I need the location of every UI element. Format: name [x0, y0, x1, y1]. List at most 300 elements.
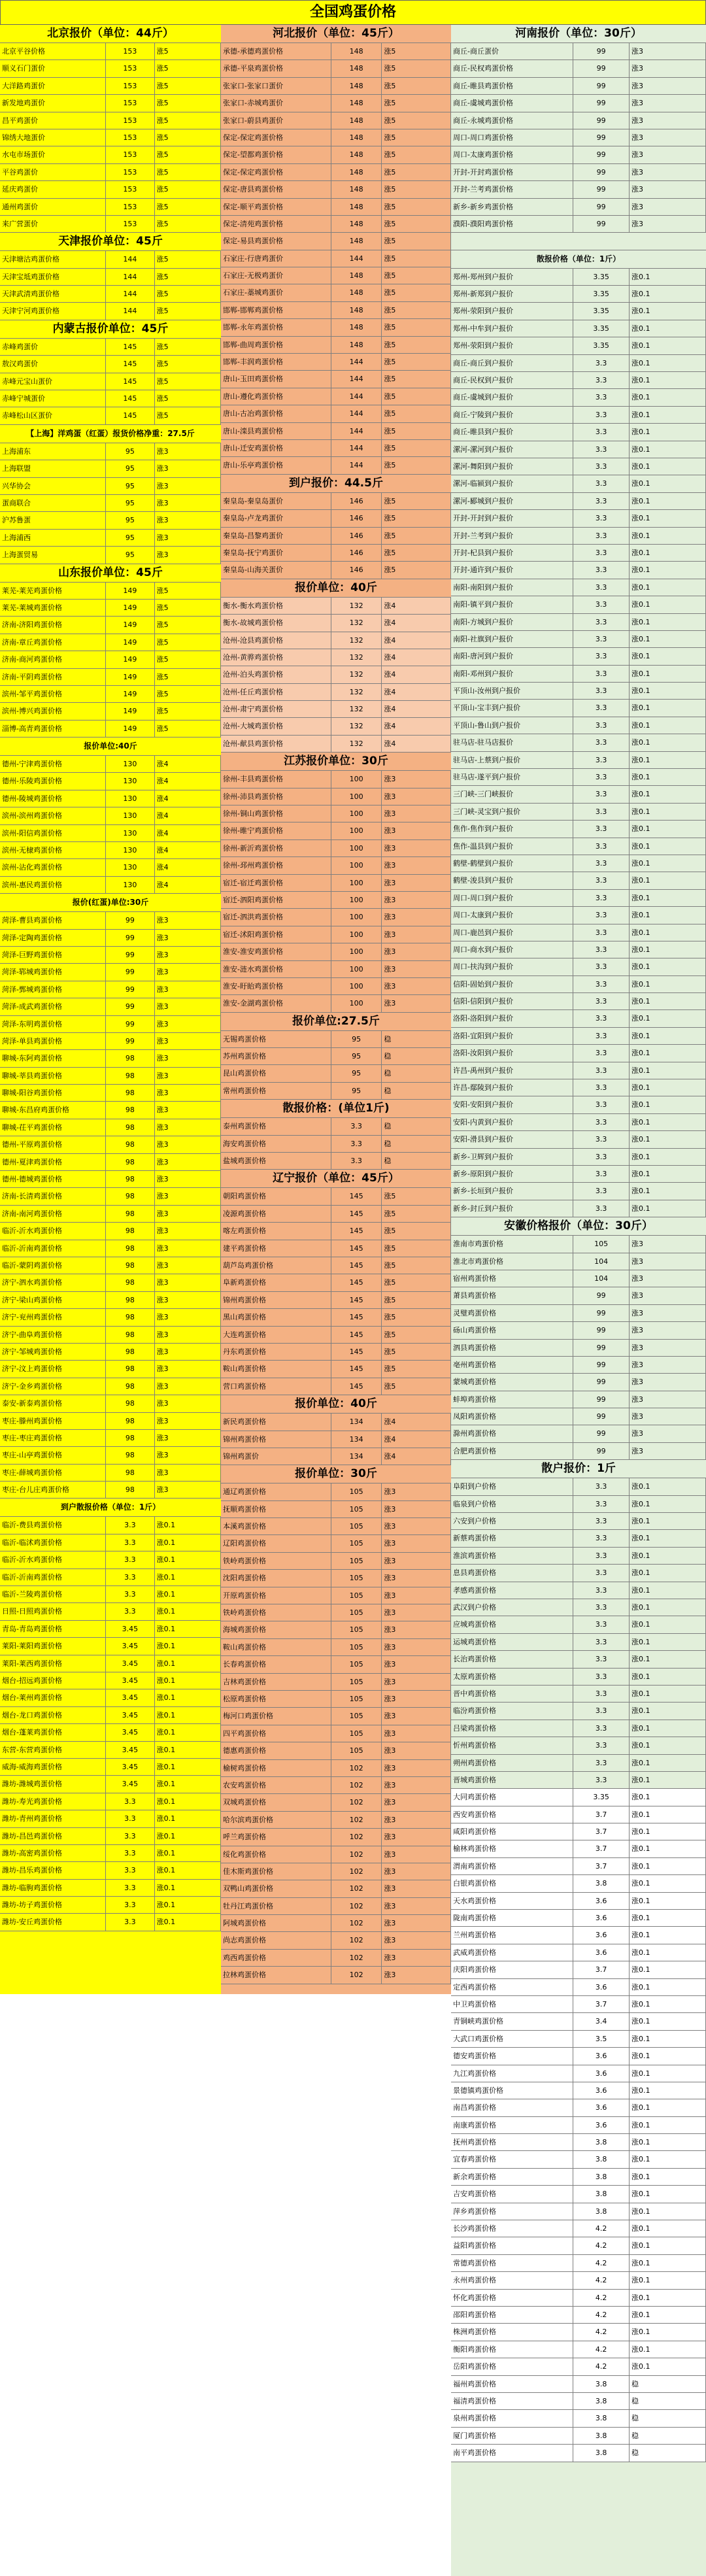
market-name: 本溪鸡蛋价格 [221, 1518, 331, 1534]
market-name: 六安到户价格 [451, 1513, 573, 1529]
table-row [221, 736, 451, 753]
price-value: 144 [106, 269, 154, 285]
change-value: 涨3 [155, 1309, 221, 1325]
change-value: 涨5 [382, 440, 451, 456]
section-header: 河北报价（单位：45斤） [221, 25, 451, 43]
change-value: 涨4 [382, 649, 451, 666]
change-value: 涨3 [382, 909, 451, 925]
price-value: 99 [573, 1408, 630, 1425]
price-value: 100 [331, 840, 382, 856]
market-name: 太原鸡蛋价格 [451, 1669, 573, 1685]
price-value: 102 [331, 1794, 382, 1810]
change-value: 涨0.1 [630, 907, 706, 923]
price-value: 144 [106, 303, 154, 319]
section-header: 内蒙古报价单位：45斤 [0, 320, 221, 339]
market-name: 焦作-焦作到户报价 [451, 821, 573, 837]
market-name: 黑山鸡蛋价格 [221, 1309, 331, 1325]
market-name: 赤峰松山区蛋价 [0, 407, 106, 424]
market-name: 漯河-郾城到户报价 [451, 493, 573, 509]
market-name: 聊城-阳谷鸡蛋价格 [0, 1085, 106, 1101]
change-value: 涨0.1 [630, 1806, 706, 1823]
table-row [0, 1240, 221, 1257]
market-name: 绥化鸡蛋价格 [221, 1846, 331, 1863]
table-row [221, 1553, 451, 1570]
change-value: 涨5 [382, 354, 451, 370]
price-value: 148 [331, 95, 382, 111]
price-value: 100 [331, 892, 382, 908]
table-row [0, 1171, 221, 1188]
price-value: 100 [331, 926, 382, 943]
market-name: 邯郸-曲周鸡蛋价格 [221, 337, 331, 353]
price-value: 145 [331, 1292, 382, 1308]
price-value: 146 [331, 510, 382, 526]
market-name: 滨州-惠民鸡蛋价格 [0, 877, 106, 893]
change-value: 涨0.1 [630, 890, 706, 906]
change-value: 涨0.1 [630, 683, 706, 699]
table-row [451, 804, 706, 821]
market-name: 息县鸡蛋价格 [451, 1565, 573, 1581]
table-row [0, 1430, 221, 1447]
change-value: 涨5 [382, 510, 451, 526]
market-name: 驻马店-遂平到户报价 [451, 769, 573, 785]
table-row [0, 129, 221, 146]
market-name: 新发地鸡蛋价 [0, 95, 106, 111]
market-name: 淮安-淮安鸡蛋价格 [221, 943, 331, 960]
price-value: 100 [331, 961, 382, 977]
table-row [221, 892, 451, 909]
change-value: 涨0.1 [630, 924, 706, 941]
change-value: 涨0.1 [155, 1603, 221, 1619]
market-name: 潍坊-临朐鸡蛋价格 [0, 1880, 106, 1896]
price-value: 134 [331, 1431, 382, 1448]
price-value: 98 [106, 1447, 154, 1463]
price-value: 99 [573, 1357, 630, 1373]
table-row [451, 475, 706, 492]
change-value: 涨0.1 [630, 1200, 706, 1217]
change-value: 涨0.1 [630, 1582, 706, 1599]
price-value: 130 [106, 790, 154, 807]
change-value: 涨3 [155, 964, 221, 980]
change-value: 涨0.1 [155, 1569, 221, 1585]
change-value: 涨0.1 [155, 1759, 221, 1775]
price-value: 3.3 [573, 1079, 630, 1096]
change-value: 涨0.1 [630, 1028, 706, 1044]
market-name: 济南-南河鸡蛋价格 [0, 1206, 106, 1222]
change-value: 涨0.1 [630, 1062, 706, 1079]
market-name: 凤阳鸡蛋价格 [451, 1408, 573, 1425]
change-value: 涨3 [630, 181, 706, 197]
table-row [0, 390, 221, 407]
change-value: 涨0.1 [155, 1914, 221, 1930]
price-value: 146 [331, 545, 382, 561]
price-value: 149 [106, 669, 154, 685]
section-header: 散户报价：1斤 [451, 1460, 706, 1478]
change-value: 涨0.1 [630, 1513, 706, 1529]
change-value: 涨5 [382, 164, 451, 180]
change-value: 涨0.1 [630, 717, 706, 734]
table-row [0, 164, 221, 181]
price-value: 98 [106, 1136, 154, 1153]
price-value: 148 [331, 181, 382, 197]
market-name: 邯郸-邯郸鸡蛋价格 [221, 302, 331, 318]
table-row [0, 877, 221, 894]
table-row [221, 805, 451, 822]
change-value: 涨0.1 [630, 510, 706, 526]
market-name: 枣庄-滕州鸡蛋价格 [0, 1413, 106, 1429]
change-value: 涨0.1 [630, 976, 706, 992]
change-value: 涨3 [155, 1465, 221, 1481]
table-row [451, 2169, 706, 2186]
market-name: 株洲鸡蛋价格 [451, 2324, 573, 2340]
change-value: 涨5 [382, 199, 451, 215]
price-value: 98 [106, 1154, 154, 1170]
market-name: 渭南鸡蛋价格 [451, 1858, 573, 1874]
change-value: 涨0.1 [630, 1616, 706, 1633]
table-row [0, 1188, 221, 1205]
market-name: 忻州鸡蛋价格 [451, 1737, 573, 1754]
market-name: 保定-顺平鸡蛋价格 [221, 199, 331, 215]
change-value: 涨3 [155, 1361, 221, 1377]
market-name: 宿迁-沭阳鸡蛋价格 [221, 926, 331, 943]
price-value: 105 [331, 1570, 382, 1586]
table-row [221, 1794, 451, 1811]
market-name: 德安鸡蛋价格 [451, 2048, 573, 2064]
price-value: 148 [331, 129, 382, 146]
price-value: 3.3 [573, 958, 630, 975]
market-name: 保定-易县鸡蛋价格 [221, 233, 331, 249]
table-row [451, 1496, 706, 1513]
market-name: 枣庄-枣庄鸡蛋价格 [0, 1430, 106, 1446]
market-name: 烟台-莱州鸡蛋价格 [0, 1689, 106, 1706]
change-value: 涨0.1 [630, 1703, 706, 1719]
market-name: 淮安-涟水鸡蛋价格 [221, 961, 331, 977]
table-row [451, 1236, 706, 1253]
market-name: 郑州-荥阳到户报价 [451, 337, 573, 354]
change-value: 涨0.1 [630, 958, 706, 975]
change-value: 涨3 [630, 1357, 706, 1373]
market-name: 无锡鸡蛋价格 [221, 1031, 331, 1047]
table-row [451, 1305, 706, 1322]
table-row [0, 1534, 221, 1551]
price-value: 3.35 [573, 337, 630, 354]
change-value: 涨0.1 [630, 1686, 706, 1702]
table-row [221, 1048, 451, 1065]
market-name: 葫芦岛鸡蛋价格 [221, 1257, 331, 1274]
price-value: 100 [331, 875, 382, 891]
change-value: 涨5 [382, 1274, 451, 1291]
price-value: 99 [106, 930, 154, 946]
table-row [451, 129, 706, 146]
change-value: 涨4 [155, 859, 221, 875]
table-row [451, 1789, 706, 1806]
change-value: 涨0.1 [155, 1776, 221, 1792]
table-row [221, 1118, 451, 1135]
table-row [0, 1569, 221, 1586]
market-name: 青岛-青岛鸡蛋价格 [0, 1621, 106, 1637]
market-name: 临沂-沂水鸡蛋价格 [0, 1223, 106, 1239]
price-value: 98 [106, 1102, 154, 1118]
table-row [221, 1431, 451, 1448]
change-value: 涨3 [630, 216, 706, 232]
price-value: 3.3 [573, 872, 630, 889]
price-value: 3.3 [331, 1153, 382, 1169]
change-value: 涨3 [382, 1725, 451, 1742]
price-value: 145 [331, 1309, 382, 1325]
price-value: 98 [106, 1361, 154, 1377]
market-name: 莱芜-莱城鸡蛋价格 [0, 600, 106, 616]
table-row [451, 164, 706, 181]
table-row [451, 1737, 706, 1754]
change-value: 涨3 [382, 1742, 451, 1759]
market-name: 陇南鸡蛋价格 [451, 1910, 573, 1926]
change-value: 涨3 [155, 1327, 221, 1343]
price-value: 105 [331, 1501, 382, 1517]
change-value: 涨4 [382, 736, 451, 752]
market-name: 洛阳-宜阳到户报价 [451, 1028, 573, 1044]
market-name: 辽阳鸡蛋价格 [221, 1535, 331, 1551]
market-name: 孝感鸡蛋价格 [451, 1582, 573, 1599]
market-name: 鹤壁-浚县到户报价 [451, 872, 573, 889]
table-row [221, 1621, 451, 1638]
change-value: 涨4 [155, 773, 221, 789]
change-value: 涨0.1 [630, 1651, 706, 1667]
table-row [451, 528, 706, 545]
price-value: 3.6 [573, 1893, 630, 1909]
market-name: 枣庄-台儿庄鸡蛋价格 [0, 1482, 106, 1498]
change-value: 涨4 [382, 718, 451, 734]
price-value: 3.45 [106, 1621, 154, 1637]
price-value: 98 [106, 1378, 154, 1395]
price-value: 144 [331, 354, 382, 370]
price-value: 148 [331, 284, 382, 301]
change-value: 涨3 [155, 1206, 221, 1222]
change-value: 涨3 [382, 1812, 451, 1828]
price-value: 105 [331, 1483, 382, 1500]
change-value: 涨3 [382, 1932, 451, 1948]
table-row [451, 993, 706, 1010]
price-value: 105 [331, 1587, 382, 1604]
table-row [221, 909, 451, 926]
change-value: 涨3 [155, 495, 221, 511]
table-row [221, 423, 451, 440]
table-row [451, 596, 706, 613]
change-value: 涨0.1 [630, 1114, 706, 1130]
price-value: 105 [331, 1656, 382, 1672]
market-name: 淮滨鸡蛋价格 [451, 1548, 573, 1564]
table-row [221, 43, 451, 60]
table-row [221, 840, 451, 857]
market-name: 潍坊-昌邑鸡蛋价格 [0, 1828, 106, 1844]
market-name: 铁岭鸡蛋价格 [221, 1553, 331, 1569]
change-value: 涨3 [155, 1344, 221, 1360]
change-value: 涨5 [155, 146, 221, 163]
table-row [221, 1309, 451, 1326]
market-name: 景德镇鸡蛋价格 [451, 2082, 573, 2099]
price-value: 3.5 [573, 2031, 630, 2047]
market-name: 烟台-蓬莱鸡蛋价格 [0, 1724, 106, 1740]
table-row [451, 1927, 706, 1944]
market-name: 许昌-鄢陵到户报价 [451, 1079, 573, 1096]
table-row [0, 1465, 221, 1482]
market-name: 南昌鸡蛋价格 [451, 2099, 573, 2116]
change-value: 涨5 [382, 405, 451, 422]
table-row [0, 1517, 221, 1534]
change-value: 涨3 [382, 1915, 451, 1931]
change-value: 涨0.1 [630, 1548, 706, 1564]
market-name: 拉林鸡蛋价格 [221, 1967, 331, 1983]
price-value: 95 [106, 547, 154, 563]
price-value: 3.3 [573, 355, 630, 371]
table-row [451, 838, 706, 855]
market-name: 阿城鸡蛋价格 [221, 1915, 331, 1931]
change-value: 涨3 [155, 981, 221, 998]
price-value: 3.7 [573, 1806, 630, 1823]
table-row [451, 1823, 706, 1840]
table-row [0, 478, 221, 495]
price-value: 3.3 [573, 890, 630, 906]
table-row [0, 1621, 221, 1638]
price-value: 145 [331, 1240, 382, 1257]
table-row [0, 530, 221, 547]
price-value: 130 [106, 773, 154, 789]
price-value: 100 [331, 805, 382, 822]
market-name: 沧州-黄骅鸡蛋价格 [221, 649, 331, 666]
price-value: 3.3 [573, 1669, 630, 1685]
market-name: 承德-承德鸡蛋价格 [221, 43, 331, 59]
price-value: 102 [331, 1846, 382, 1863]
market-name: 顺义石门蛋价 [0, 60, 106, 76]
market-name: 临沂-沂南鸡蛋价格 [0, 1240, 106, 1257]
price-value: 95 [331, 1065, 382, 1081]
table-row [0, 512, 221, 529]
price-value: 3.3 [573, 648, 630, 664]
market-name: 东营-东营鸡蛋价格 [0, 1742, 106, 1758]
market-name: 敖汉鸡蛋价 [0, 356, 106, 372]
change-value: 涨0.1 [630, 786, 706, 802]
market-name: 蒙城鸡蛋价格 [451, 1374, 573, 1390]
market-name: 洛阳-汝阳到户报价 [451, 1045, 573, 1061]
table-row [451, 2151, 706, 2168]
price-value: 3.3 [573, 1548, 630, 1564]
change-value: 涨5 [155, 617, 221, 633]
market-name: 三门峡-三门峡报价 [451, 786, 573, 802]
market-name: 漯河-漯河到户报价 [451, 441, 573, 458]
market-name: 上海联盟 [0, 460, 106, 477]
market-name: 苏州鸡蛋价格 [221, 1048, 331, 1064]
table-row [0, 1068, 221, 1085]
price-value: 3.8 [573, 2393, 630, 2409]
price-value: 130 [106, 877, 154, 893]
market-name: 保定-唐县鸡蛋价格 [221, 181, 331, 197]
table-row [0, 356, 221, 373]
market-name: 菏泽-郓城鸡蛋价格 [0, 964, 106, 980]
change-value: 涨0.1 [630, 1010, 706, 1026]
change-value: 涨3 [155, 1482, 221, 1498]
change-value: 涨0.1 [630, 941, 706, 958]
market-name: 菏泽-成武鸡蛋价格 [0, 998, 106, 1015]
change-value: 稳 [630, 2376, 706, 2392]
price-value: 3.3 [573, 1616, 630, 1633]
price-value: 100 [331, 978, 382, 994]
table-row [221, 1742, 451, 1759]
price-value: 3.3 [573, 493, 630, 509]
table-row [221, 1240, 451, 1257]
table-row [0, 1810, 221, 1827]
change-value: 涨5 [382, 1378, 451, 1395]
table-row [451, 1374, 706, 1391]
change-value: 涨4 [382, 632, 451, 649]
price-value: 105 [331, 1535, 382, 1551]
change-value: 涨0.1 [630, 596, 706, 613]
price-value: 3.3 [573, 1114, 630, 1130]
market-name: 农安鸡蛋价格 [221, 1777, 331, 1793]
market-name: 唐山-迁安鸡蛋价格 [221, 440, 331, 456]
table-row [451, 924, 706, 941]
change-value: 涨4 [382, 598, 451, 614]
change-value: 稳 [382, 1031, 451, 1047]
price-value: 102 [331, 1898, 382, 1914]
market-name: 周口-太康到户报价 [451, 907, 573, 923]
table-row [221, 457, 451, 474]
table-row [221, 78, 451, 95]
market-name: 济宁-邹城鸡蛋价格 [0, 1344, 106, 1360]
price-value: 134 [331, 1448, 382, 1465]
table-row [221, 164, 451, 181]
market-name: 保定-保定鸡蛋价格 [221, 164, 331, 180]
table-row [221, 1708, 451, 1725]
table-row [0, 1378, 221, 1395]
market-name: 新乡-卫辉到户报价 [451, 1149, 573, 1165]
section-header: 报价单位:27.5斤 [221, 1013, 451, 1031]
change-value: 涨3 [155, 912, 221, 928]
table-row [451, 1079, 706, 1096]
market-name: 厦门鸡蛋价格 [451, 2428, 573, 2444]
price-value: 144 [331, 423, 382, 439]
price-value: 153 [106, 78, 154, 94]
change-value: 涨3 [382, 805, 451, 822]
change-value: 涨3 [630, 78, 706, 94]
change-value: 涨5 [155, 112, 221, 129]
table-row [221, 250, 451, 267]
change-value: 涨0.1 [630, 528, 706, 544]
change-value: 涨0.1 [630, 872, 706, 889]
market-name: 沪苏鲁蛋 [0, 512, 106, 528]
price-value: 3.3 [573, 614, 630, 630]
change-value: 涨5 [155, 286, 221, 302]
market-name: 衡水-衡水鸡蛋价格 [221, 598, 331, 614]
change-value: 涨0.1 [630, 1893, 706, 1909]
table-row [451, 60, 706, 77]
market-name: 秦皇岛-卢龙鸡蛋价 [221, 510, 331, 526]
market-name: 新乡-原阳到户报价 [451, 1166, 573, 1182]
price-value: 144 [331, 457, 382, 473]
market-name: 徐州-邳州鸡蛋价格 [221, 857, 331, 873]
change-value: 涨3 [155, 947, 221, 963]
table-row [0, 460, 221, 477]
change-value: 涨0.1 [630, 355, 706, 371]
price-value: 3.3 [106, 1810, 154, 1827]
table-row [451, 683, 706, 700]
price-value: 3.7 [573, 1961, 630, 1978]
table-row [451, 2099, 706, 2116]
market-name: 秦皇岛-秦皇岛蛋价 [221, 493, 331, 509]
change-value: 涨3 [155, 1292, 221, 1308]
table-row [221, 649, 451, 666]
market-name: 张家口-蔚县鸡蛋价 [221, 112, 331, 129]
market-name: 开封-兰考到户报价 [451, 528, 573, 544]
market-name: 大洋路鸡蛋价 [0, 78, 106, 94]
price-value: 3.3 [573, 372, 630, 388]
